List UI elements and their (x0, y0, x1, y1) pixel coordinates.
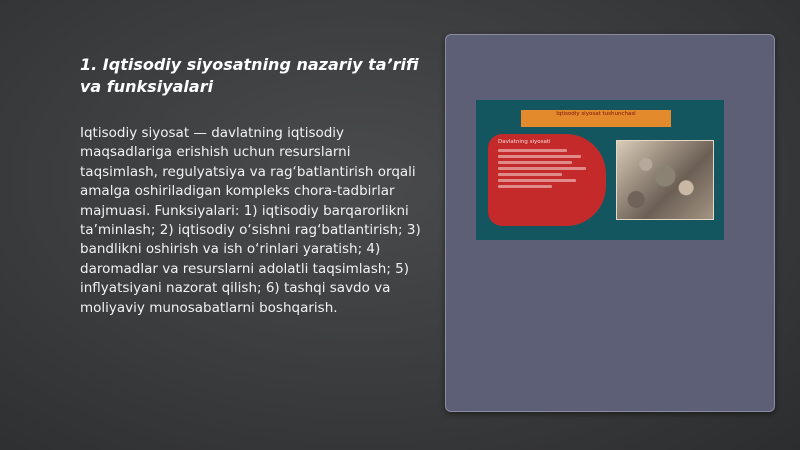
image-panel (445, 34, 775, 412)
thumbnail-header: Iqtisodiy siyosat tushunchasi (521, 110, 671, 127)
thumbnail-text-line (498, 161, 572, 164)
thumbnail-text-line (498, 173, 562, 176)
thumbnail-text-line (498, 167, 586, 170)
thumbnail-text-line (498, 149, 567, 152)
thumbnail-photo (616, 140, 714, 220)
slide-thumbnail-image (476, 100, 724, 240)
thumbnail-red-box (488, 134, 606, 226)
thumbnail-text-line (498, 179, 576, 182)
thumbnail-box-title: Davlatning siyosati (498, 139, 551, 145)
thumbnail-text-line (498, 185, 552, 188)
thumbnail-text-line (498, 155, 581, 158)
slide-body-text: Iqtisodiy siyosat — davlatning iqtisodiy maqsadlariga erishish uchun resurslarni taqsimlash, regulyatsiya va rag‘batlantirish orqali amalga oshiriladigan kompleks chora-tadbirlar majmuasi. Funksiyalari: 1) iqtisodiy barqarorlikni ta’minlash; 2) iqtisodiy o‘sishni rag‘batlantirish; 3) bandlikni oshirish va ish o‘rinlari yaratish; 4) daromadlar va resurslarni adolatli taqsimlash; 5) inflyatsiyani nazorat qilish; 6) tashqi savdo va moliyaviy munosabatlarni boshqarish. (80, 125, 421, 316)
slide-title: 1. Iqtisodiy siyosatning nazariy ta’rifi va funksiyalari (80, 55, 419, 96)
